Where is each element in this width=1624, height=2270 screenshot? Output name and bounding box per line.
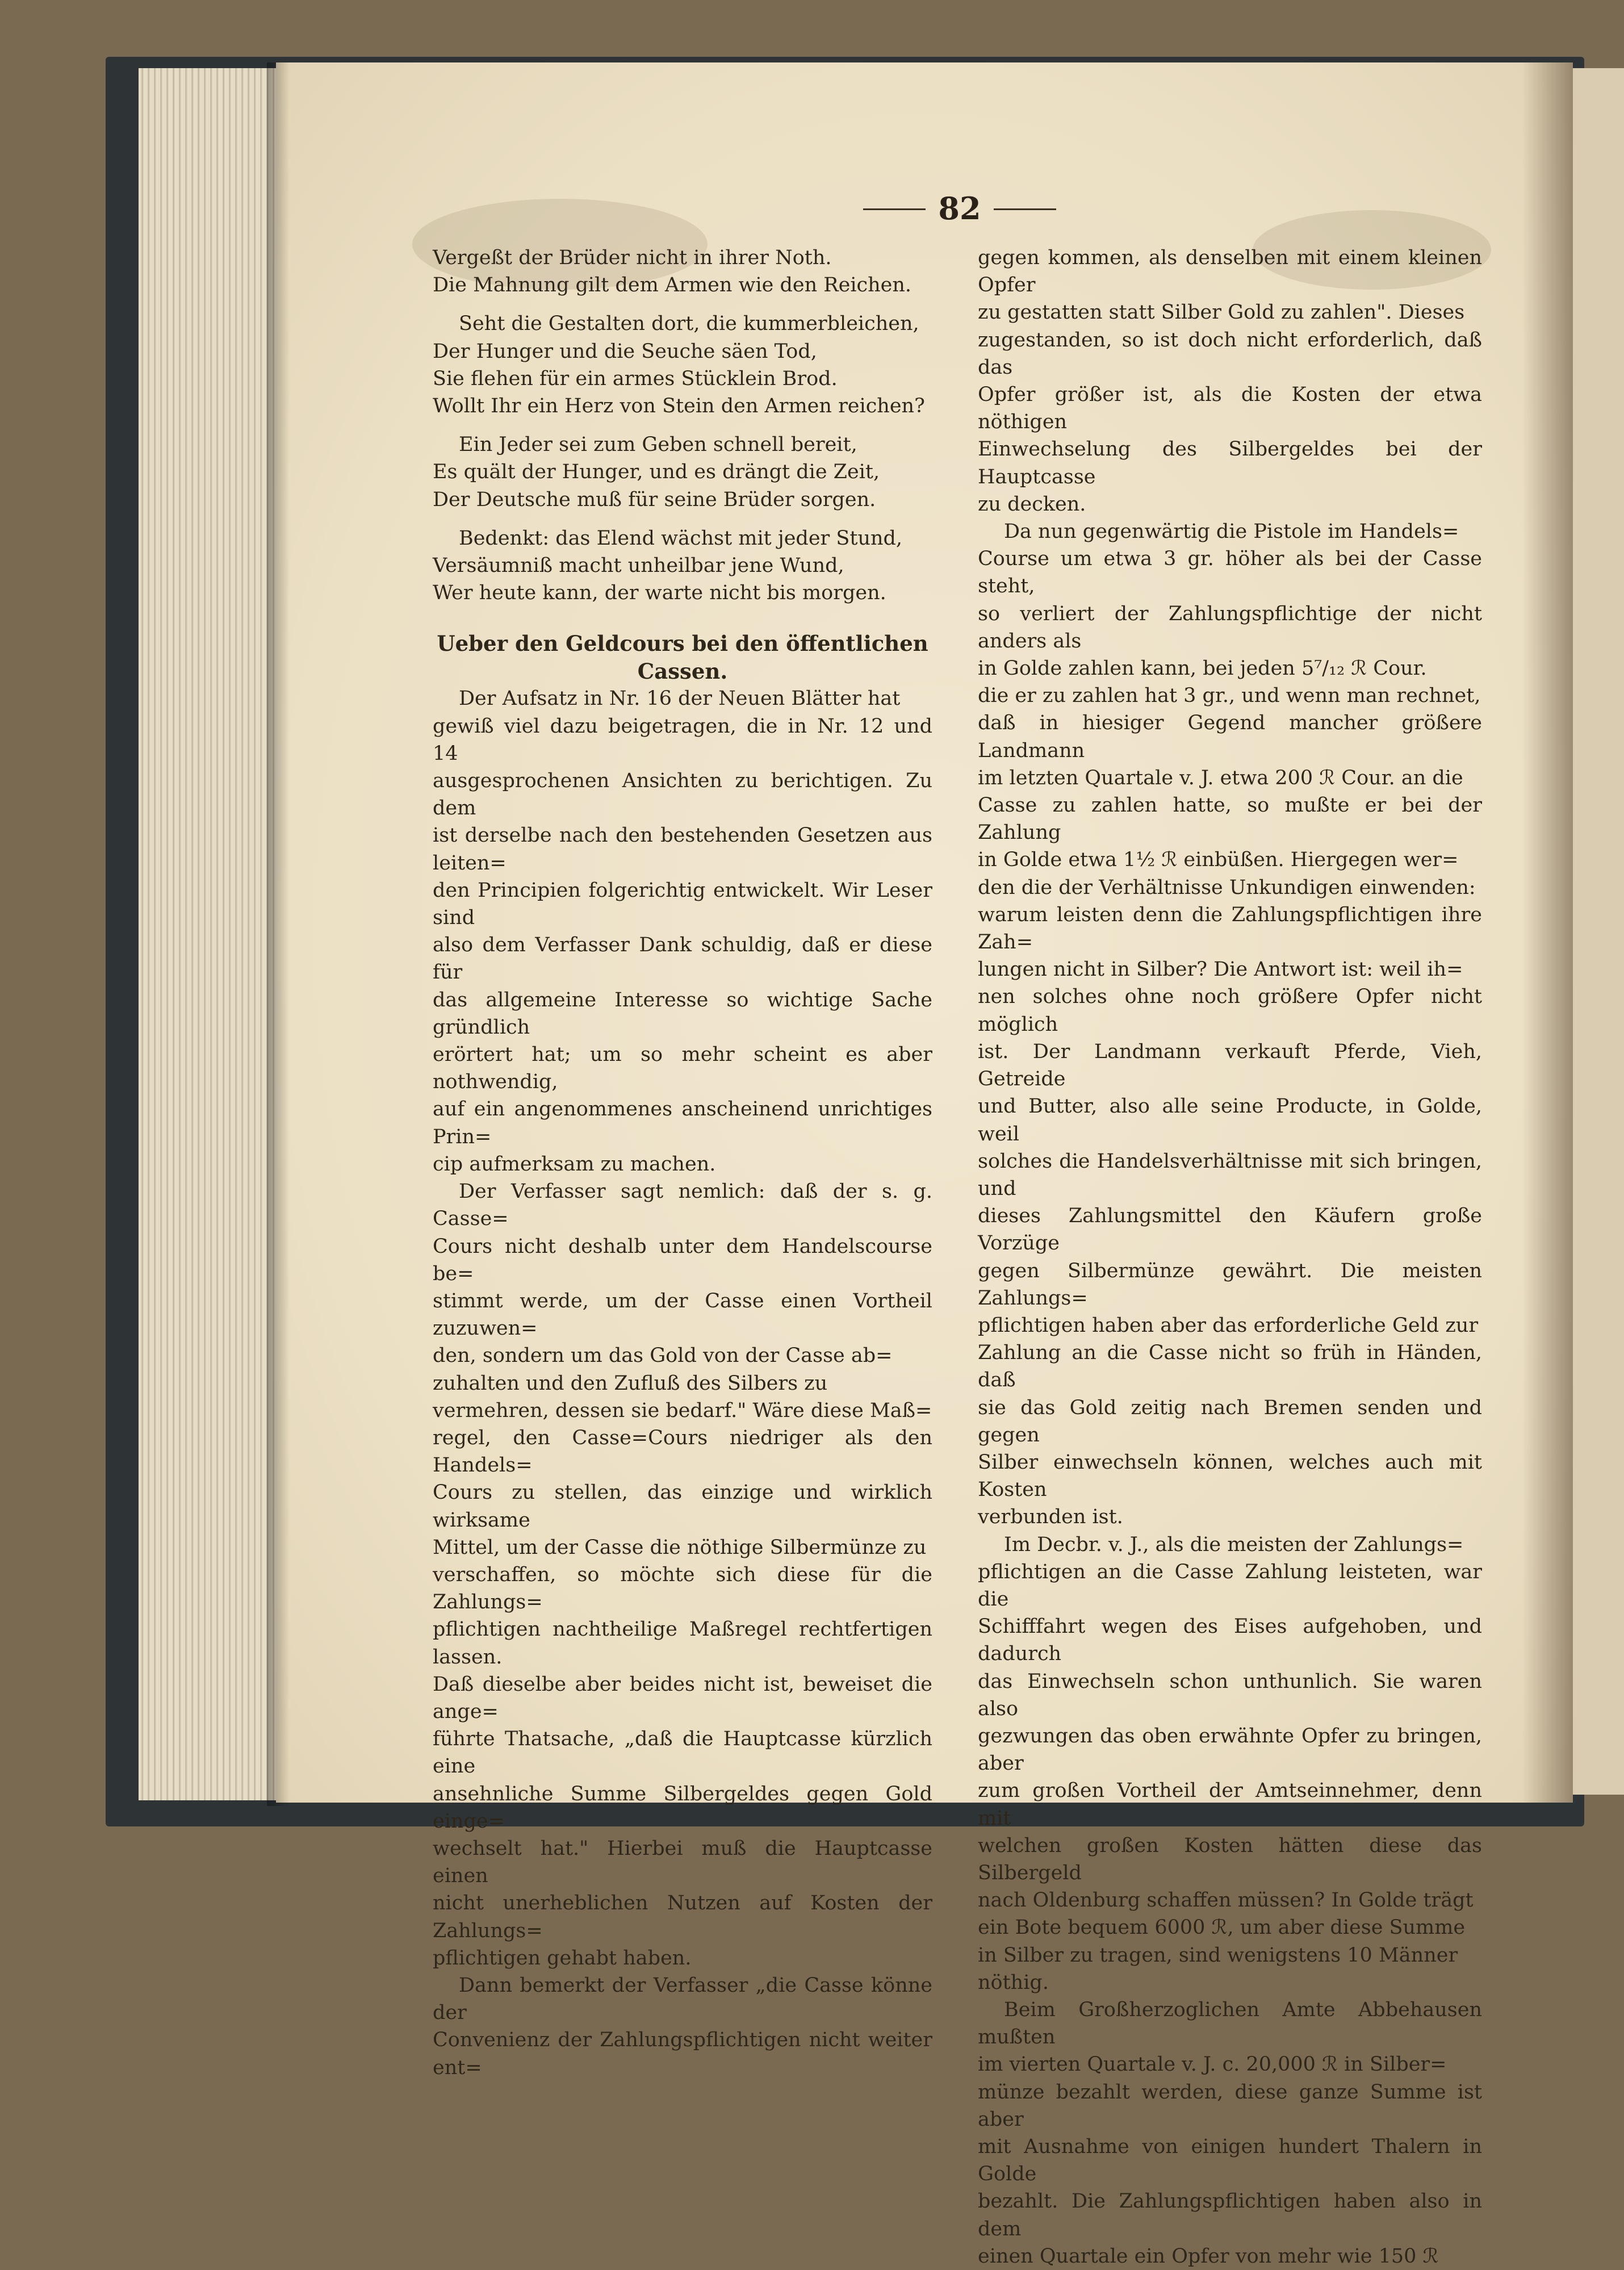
- poem-line: Sie flehen für ein armes Stücklein Brod.: [433, 367, 838, 390]
- text-line: gegen kommen, als denselben mit einem kleinen Opfer: [978, 246, 1482, 297]
- text-line: die er zu zahlen hat 3 gr., und wenn man rechnet,: [978, 684, 1481, 708]
- text-line: pflichtigen nachtheilige Maßregel rechtfertigen lassen.: [433, 1618, 932, 1669]
- text-line: pflichtigen gehabt haben.: [433, 1946, 692, 1970]
- poem-line: Vergeßt der Brüder nicht in ihrer Noth.: [433, 246, 832, 269]
- text-line: Dann bemerkt der Verfasser „die Casse könne der: [433, 1974, 932, 2025]
- poem-stanza: [433, 431, 932, 513]
- text-line: verschaffen, so möchte sich diese für die Zahlungs=: [433, 1563, 932, 1614]
- text-line: in Golde zahlen kann, bei jeden 5⁷/₁₂ ℛ Cour.: [978, 657, 1427, 680]
- article-title: Ueber den Geldcours bei den öffentlichen: [437, 631, 928, 657]
- poem-line: Versäumniß macht unheilbar jene Wund,: [433, 554, 844, 578]
- text-line: ein Bote bequem 6000 ℛ, um aber diese Summe: [978, 1916, 1466, 1939]
- text-line: Schifffahrt wegen des Eises aufgehoben, und dadurch: [978, 1615, 1482, 1666]
- page-edges: [139, 68, 287, 1800]
- header-rule-left: [863, 208, 926, 210]
- page-header: [863, 190, 1056, 227]
- poem-stanza: [433, 310, 932, 420]
- text-line: also dem Verfasser Dank schuldig, daß er diese für: [433, 934, 932, 984]
- text-line: sie das Gold zeitig nach Bremen senden und gegen: [978, 1396, 1482, 1447]
- text-line: Daß dieselbe aber beides nicht ist, beweiset die ange=: [433, 1673, 932, 1723]
- text-line: den die der Verhältnisse Unkundigen einwenden:: [978, 876, 1476, 899]
- text-line: zu decken.: [978, 492, 1086, 516]
- poem-line: Seht die Gestalten dort, die kummerbleichen,: [459, 312, 919, 336]
- text-line: Convenienz der Zahlungspflichtigen nicht weiter ent=: [433, 2029, 932, 2079]
- text-line: Beim Großherzoglichen Amte Abbehausen mußten: [978, 1999, 1482, 2049]
- text-line: das Einwechseln schon unthunlich. Sie waren also: [978, 1670, 1482, 1720]
- text-line: Casse zu zahlen hatte, so mußte er bei der Zahlung: [978, 794, 1482, 845]
- text-line: münze bezahlt werden, diese ganze Summe ist aber: [978, 2080, 1482, 2131]
- text-line: ansehnliche Summe Silbergeldes gegen Gold einge=: [433, 1782, 932, 1833]
- text-line: mit Ausnahme von einigen hundert Thalern in Golde: [978, 2135, 1482, 2186]
- spine-shadow: [267, 62, 290, 1806]
- text-line: das allgemeine Interesse so wichtige Sache gründlich: [433, 988, 932, 1039]
- page-number: 82: [938, 190, 981, 227]
- facing-page-edge: [1573, 68, 1624, 1795]
- text-line: bezahlt. Die Zahlungspflichtigen haben also in dem: [978, 2190, 1482, 2240]
- text-line: ist derselbe nach den bestehenden Gesetzen aus leiten=: [433, 824, 932, 875]
- header-rule-right: [994, 208, 1056, 210]
- text-line: ausgesprochenen Ansichten zu berichtigen. Zu dem: [433, 770, 932, 820]
- text-line: auf ein angenommenes anscheinend unrichtiges Prin=: [433, 1098, 932, 1148]
- text-line: nöthig.: [978, 1971, 1049, 1994]
- text-line: zugestanden, so ist doch nicht erforderlich, daß das: [978, 328, 1482, 379]
- text-line: pflichtigen an die Casse Zahlung leisteten, war die: [978, 1560, 1482, 1611]
- text-line: Mittel, um der Casse die nöthige Silbermünze zu: [433, 1536, 927, 1559]
- text-line: einen Quartale ein Opfer von mehr wie 150 ℛ: [978, 2244, 1439, 2268]
- text-line: regel, den Casse=Cours niedriger als den Handels=: [433, 1426, 932, 1477]
- text-line: im letzten Quartale v. J. etwa 200 ℛ Cour. an die: [978, 766, 1463, 789]
- text-line: lungen nicht in Silber? Die Antwort ist: weil ih=: [978, 958, 1463, 981]
- text-line: gegen Silbermünze gewährt. Die meisten Zahlungs=: [978, 1259, 1482, 1310]
- text-line: nach Oldenburg schaffen müssen? In Golde trägt: [978, 1889, 1474, 1912]
- text-line: verbunden ist.: [978, 1506, 1123, 1529]
- text-line: daß in hiesiger Gegend mancher größere Landmann: [978, 712, 1482, 762]
- poem: [433, 244, 932, 607]
- poem-line: Die Mahnung gilt dem Armen wie den Reichen.: [433, 274, 912, 297]
- text-line: nicht unerheblichen Nutzen auf Kosten der Zahlungs=: [433, 1892, 932, 1942]
- text-line: Opfer größer ist, als die Kosten der etwa nöthigen: [978, 383, 1482, 434]
- poem-line: Ein Jeder sei zum Geben schnell bereit,: [459, 433, 857, 457]
- text-line: und Butter, also alle seine Producte, in Golde, weil: [978, 1095, 1482, 1146]
- article-title-line2: Cassen.: [637, 659, 728, 684]
- text-line: Cours zu stellen, das einzige und wirklich wirksame: [433, 1481, 932, 1532]
- text-line: in Silber zu tragen, sind wenigstens 10 Männer: [978, 1943, 1458, 1967]
- text-line: Im Decbr. v. J., als die meisten der Zahlungs=: [1004, 1533, 1464, 1556]
- text-line: Der Aufsatz in Nr. 16 der Neuen Blätter hat: [459, 687, 901, 710]
- text-line: den, sondern um das Gold von der Casse ab=: [433, 1344, 893, 1368]
- text-line: ist. Der Landmann verkauft Pferde, Vieh, Getreide: [978, 1040, 1482, 1091]
- text-line: gewiß viel dazu beigetragen, die in Nr. 12 und 14: [433, 714, 932, 765]
- text-line: Silber einwechseln können, welches auch mit Kosten: [978, 1450, 1482, 1502]
- text-line: zu gestatten statt Silber Gold zu zahlen". Dieses: [978, 301, 1465, 324]
- text-line: dieses Zahlungsmittel den Käufern große Vorzüge: [978, 1205, 1482, 1255]
- text-line: cip aufmerksam zu machen.: [433, 1152, 716, 1176]
- text-line: erörtert hat; um so mehr scheint es aber nothwendig,: [433, 1043, 932, 1094]
- text-line: so verliert der Zahlungspflichtige der nicht anders als: [978, 602, 1482, 653]
- text-line: Da nun gegenwärtig die Pistole im Handels=: [1004, 520, 1459, 544]
- poem-line: Der Hunger und die Seuche säen Tod,: [433, 340, 817, 363]
- left-column: [433, 244, 932, 2081]
- text-line: zuhalten und den Zufluß des Silbers zu: [433, 1372, 828, 1395]
- page-gutter-shadow: [1522, 62, 1573, 1803]
- right-column: [978, 244, 1482, 2270]
- text-line: wechselt hat." Hierbei muß die Hauptcasse einen: [433, 1837, 932, 1888]
- poem-stanza: [433, 525, 932, 607]
- text-line: in Golde etwa 1½ ℛ einbüßen. Hiergegen wer=: [978, 848, 1459, 872]
- text-line: Course um etwa 3 gr. höher als bei der Casse steht,: [978, 547, 1482, 598]
- poem-line: Wer heute kann, der warte nicht bis morgen.: [433, 582, 886, 605]
- article-body-right: [978, 244, 1482, 2270]
- text-line: Cours nicht deshalb unter dem Handelscourse be=: [433, 1235, 932, 1285]
- text-line: welchen großen Kosten hätten diese das Silbergeld: [978, 1834, 1482, 1884]
- poem-line: Wollt Ihr ein Herz von Stein den Armen reichen?: [433, 395, 925, 418]
- text-line: nen solches ohne noch größere Opfer nicht möglich: [978, 985, 1482, 1036]
- text-line: im vierten Quartale v. J. c. 20,000 ℛ in Silber=: [978, 2053, 1447, 2076]
- poem-line: Der Deutsche muß für seine Brüder sorgen.: [433, 488, 876, 511]
- text-line: Zahlung an die Casse nicht so früh in Händen, daß: [978, 1341, 1482, 1392]
- poem-line: Bedenkt: das Elend wächst mit jeder Stund,: [459, 526, 903, 550]
- text-line: Der Verfasser sagt nemlich: daß der s. g. Casse=: [433, 1180, 932, 1231]
- article-body-left: [433, 685, 932, 2081]
- text-line: pflichtigen haben aber das erforderliche Geld zur: [978, 1314, 1479, 1337]
- text-line: zum großen Vortheil der Amtseinnehmer, denn mit: [978, 1779, 1482, 1830]
- text-line: Einwechselung des Silbergeldes bei der Hauptcasse: [978, 438, 1482, 488]
- text-line: solches die Handelsverhältnisse mit sich bringen, und: [978, 1149, 1482, 1200]
- poem-stanza: [433, 244, 932, 299]
- text-line: stimmt werde, um der Casse einen Vortheil zuzuwen=: [433, 1289, 932, 1340]
- text-line: vermehren, dessen sie bedarf." Wäre diese Maß=: [433, 1399, 932, 1422]
- text-line: den Principien folgerichtig entwickelt. Wir Leser sind: [433, 879, 932, 930]
- text-line: führte Thatsache, „daß die Hauptcasse kürzlich eine: [433, 1728, 932, 1778]
- text-line: gezwungen das oben erwähnte Opfer zu bringen, aber: [978, 1724, 1482, 1775]
- text-line: warum leisten denn die Zahlungspflichtigen ihre Zah=: [978, 903, 1482, 954]
- poem-line: Es quält der Hunger, und es drängt die Zeit,: [433, 461, 880, 484]
